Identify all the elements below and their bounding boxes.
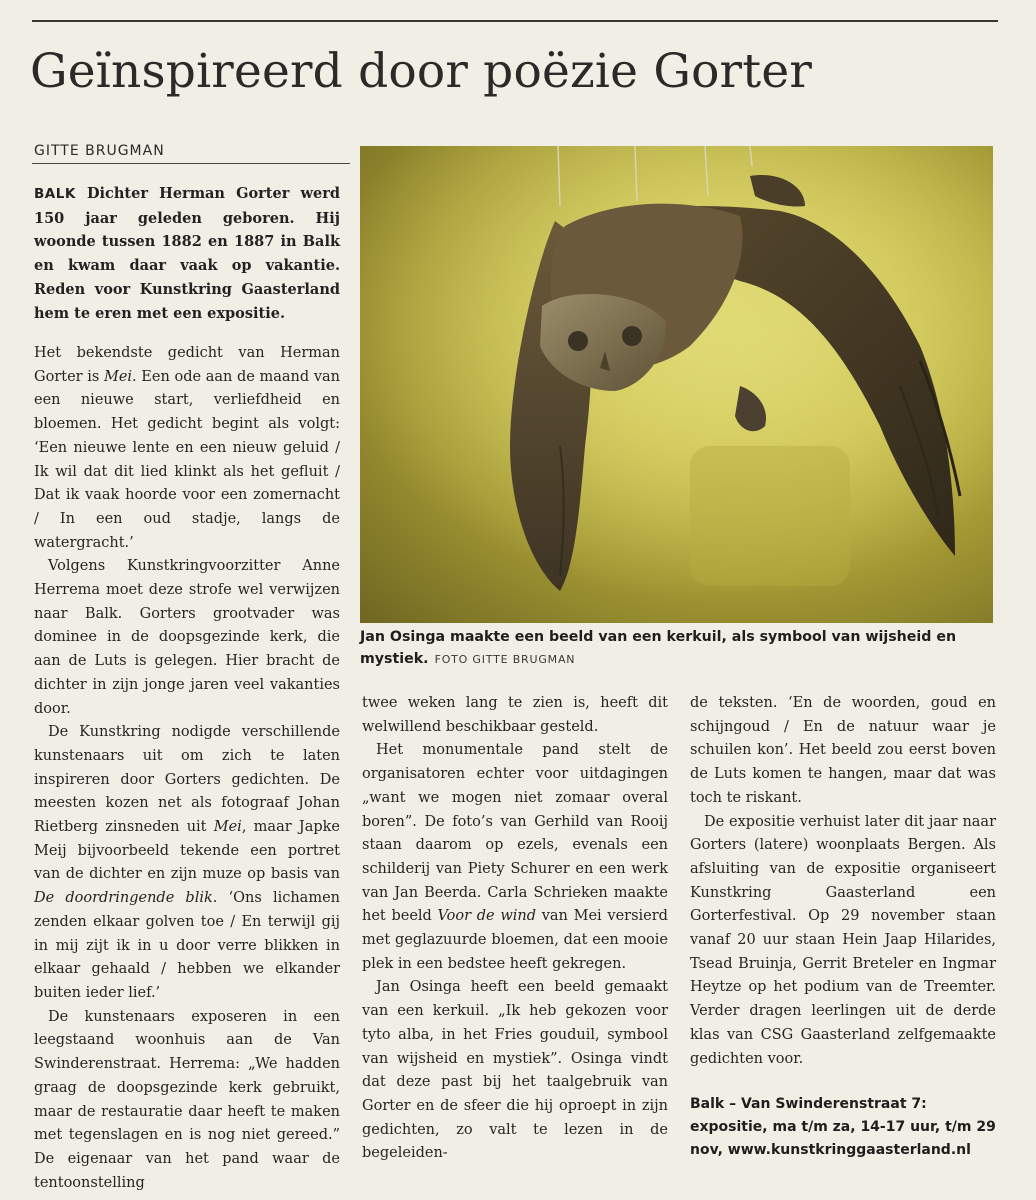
emphasis-text: Voor de wind [437, 908, 537, 925]
body-paragraph [362, 739, 668, 976]
emphasis-text: De doordringende blik [34, 890, 213, 907]
emphasis-text: Mei [213, 819, 242, 836]
caption-text: Jan Osinga maakte een beeld van een kerkuil, als symbool van wijsheid en mystiek. [360, 629, 957, 667]
top-rule [32, 20, 998, 22]
lead-paragraph [34, 182, 340, 325]
body-paragraph [34, 555, 340, 721]
emphasis-text: Mei [103, 368, 133, 385]
paragraph-text: . Een ode aan de maand van een nieuwe start, verliefdheid en bloemen. Het gedicht begint als volgt: ‘Een nieuwe lente en een nieuw geluid / Ik wil dat dit lied klinkt als het gefluit / Dat ik vaak hoorde voor een zomernacht / In een oud stadje, langs de watergracht.’ [34, 368, 340, 551]
column-3 [690, 692, 996, 1071]
event-info: Balk – Van Swinderenstraat 7: expositie, ma t/m za, 14-17 uur, t/m 29 nov, www.kunstkringgaasterland.nl [690, 1096, 996, 1158]
byline: GITTE BRUGMAN [34, 143, 165, 159]
body-paragraph [690, 692, 996, 811]
column-1 [34, 342, 340, 1195]
paragraph-text: Het monumentale pand stelt de organisatoren echter voor uitdagingen „want we mogen niet zomaar overal boren”. De foto’s van Gerhild van Rooij staan daarom op ezels, evenals een schilderij van Piety Schurer en een werk van Jan Beerda. Carla Schrieken maakte het beeld [362, 742, 668, 925]
paragraph-text: Volgens Kunstkringvoorzitter Anne Herrema moet deze strofe wel verwijzen naar Balk. Gorters grootvader was dominee in de doopsgezinde kerk, die aan de Luts is gelegen. Hier bracht de dichter in zijn jonge jaren veel vakanties door. [34, 558, 340, 717]
owl-sculpture-photo [360, 146, 993, 623]
body-paragraph [34, 342, 340, 555]
byline-rule [32, 163, 350, 164]
body-paragraph [34, 721, 340, 1005]
body-paragraph [690, 811, 996, 1072]
owl-illustration [360, 146, 993, 623]
paragraph-text: De Kunstkring nodigde verschillende kunstenaars uit om zich te laten inspireren door Gorters gedichten. De meesten kozen net als fotograaf Johan Rietberg zinsneden uit [34, 724, 340, 836]
photo-caption [360, 626, 996, 671]
body-paragraph [34, 1006, 340, 1196]
paragraph-text: , maar Japke Meij bijvoorbeeld tekende een portret van de dichter en zijn muze op basis van [34, 819, 340, 883]
paragraph-text: De kunstenaars exposeren in een leegstaand woonhuis aan de Van Swinderenstraat. Herrema: „We hadden graag de doopsgezinde kerk gebruikt, maar de restauratie daar heeft te maken met tegenslagen en is nog niet gereed.” De eigenaar van het pand waar de tentoonstelling [34, 1008, 340, 1191]
paragraph-text: van Mei versierd met geglazuurde bloemen, dat een mooie plek in een bedstee heeft gekregen. [362, 908, 668, 972]
paragraph-text: twee weken lang te zien is, heeft dit welwillend beschikbaar gesteld. [362, 695, 668, 735]
paragraph-text: Jan Osinga heeft een beeld gemaakt van een kerkuil. „Ik heb gekozen voor tyto alba, in het Fries gouduil, symbool van wijsheid en mystiek”. Osinga vindt dat deze past bij het taalgebruik van Gorter en de sfeer die hij oproept in zijn gedichten, zo valt te lezen in de begeleiden- [362, 979, 668, 1162]
lead-place: BALK [34, 186, 76, 202]
article-headline: Geïnspireerd door poëzie Gorter [30, 44, 812, 99]
paragraph-text: De expositie verhuist later dit jaar naar Gorters (latere) woonplaats Bergen. Als afsluiting van de expositie organiseert Kunstkring Gaasterland een Gorterfestival. Op 29 november staan vanaf 20 uur staan Hein Jaap Hilarides, Tsead Bruinja, Gerrit Breteler en Ingmar Heytze op het podium van de Treemter. Verder dragen leerlingen uit de derde klas van CSG Gaasterland zelfgemaakte gedichten voor. [690, 813, 996, 1067]
paragraph-text: . ‘Ons lichamen zenden elkaar golven toe / En terwijl gij in mij zijt ik in u door verre blikken in elkaar gehaald / hebben we elkander buiten ieder lief.’ [34, 890, 340, 1001]
lead-text: Dichter Herman Gorter werd 150 jaar geleden geboren. Hij woonde tussen 1882 en 1887 in Balk en kwam daar vaak op vakantie. Reden voor Kunstkring Gaasterland hem te eren met een expositie. [34, 185, 340, 322]
column-2 [362, 692, 668, 1166]
photo-credit: FOTO GITTE BRUGMAN [434, 653, 576, 666]
paragraph-text: de teksten. ‘En de woorden, goud en schijngoud / En de natuur waar je schuilen kon’. Het beeld zou eerst boven de Luts komen te hangen, maar dat was toch te riskant. [690, 695, 996, 806]
paragraph-text: Het bekendste gedicht van Herman Gorter is [34, 345, 340, 385]
body-paragraph [362, 976, 668, 1166]
body-paragraph [362, 692, 668, 739]
